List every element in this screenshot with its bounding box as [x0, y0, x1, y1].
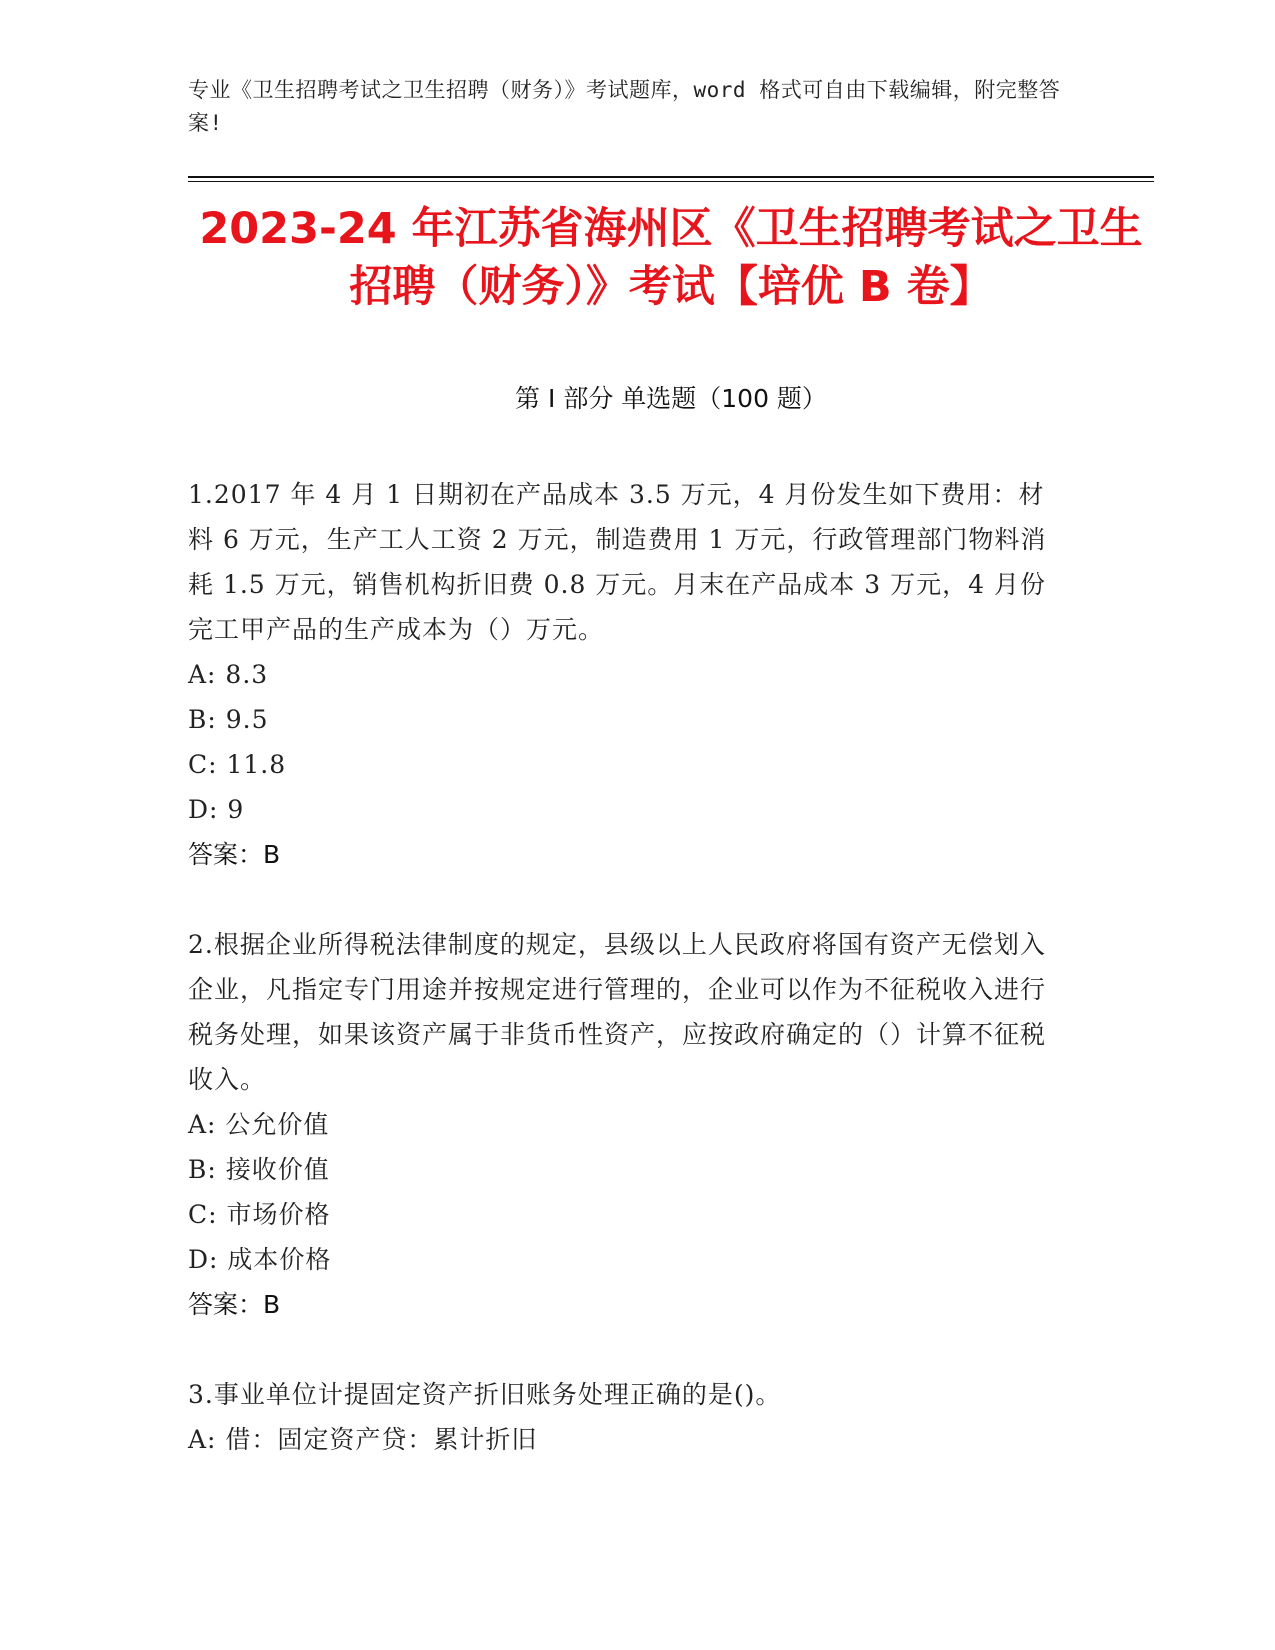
question-stem: 3.事业单位计提固定资产折旧账务处理正确的是()。 — [188, 1380, 782, 1409]
option-c: C: 11.8 — [188, 750, 287, 779]
question-stem: 2.根据企业所得税法律制度的规定，县级以上人民政府将国有资产无偿划入企业，凡指定专门用途并按规定进行管理的，企业可以作为不征税收入进行税务处理，如果该资产属于非货币性资产，应按政府确定的（）计算不征税收入。 — [188, 930, 1047, 1094]
option-c: C: 市场价格 — [188, 1200, 331, 1229]
option-b: B: 接收价值 — [188, 1155, 330, 1184]
option-d: D: 成本价格 — [188, 1245, 332, 1274]
option-a: A: 借：固定资产贷：累计折旧 — [188, 1425, 538, 1454]
option-d: D: 9 — [188, 795, 245, 824]
question-2 — [188, 922, 1068, 1327]
question-stem: 1.2017 年 4 月 1 日期初在产品成本 3.5 万元，4 月份发生如下费用：材料 6 万元，生产工人工资 2 万元，制造费用 1 万元，行政管理部门物料消耗 1.5 万元，销售机构折旧费 0.8 万元。月末在产品成本 3 万元，4 月份完工甲产品的生产成本为（）万元。 — [188, 480, 1047, 644]
answer: 答案：B — [188, 1290, 281, 1319]
question-3 — [188, 1372, 1068, 1462]
answer: 答案：B — [188, 840, 281, 869]
header-note: 专业《卫生招聘考试之卫生招聘（财务）》考试题库，word 格式可自由下载编辑，附完整答案! — [188, 78, 1061, 135]
header-divider — [188, 176, 1154, 178]
header-divider-thin — [188, 181, 1154, 182]
question-1 — [188, 472, 1068, 877]
option-a: A: 8.3 — [188, 660, 269, 689]
document-title: 2023-24 年江苏省海州区《卫生招聘考试之卫生招聘（财务）》考试【培优 B 卷】 — [199, 204, 1143, 312]
option-b: B: 9.5 — [188, 705, 269, 734]
question-list — [188, 472, 1068, 1462]
option-a: A: 公允价值 — [188, 1110, 330, 1139]
section-title: 第 I 部分 单选题（100 题） — [515, 384, 827, 413]
